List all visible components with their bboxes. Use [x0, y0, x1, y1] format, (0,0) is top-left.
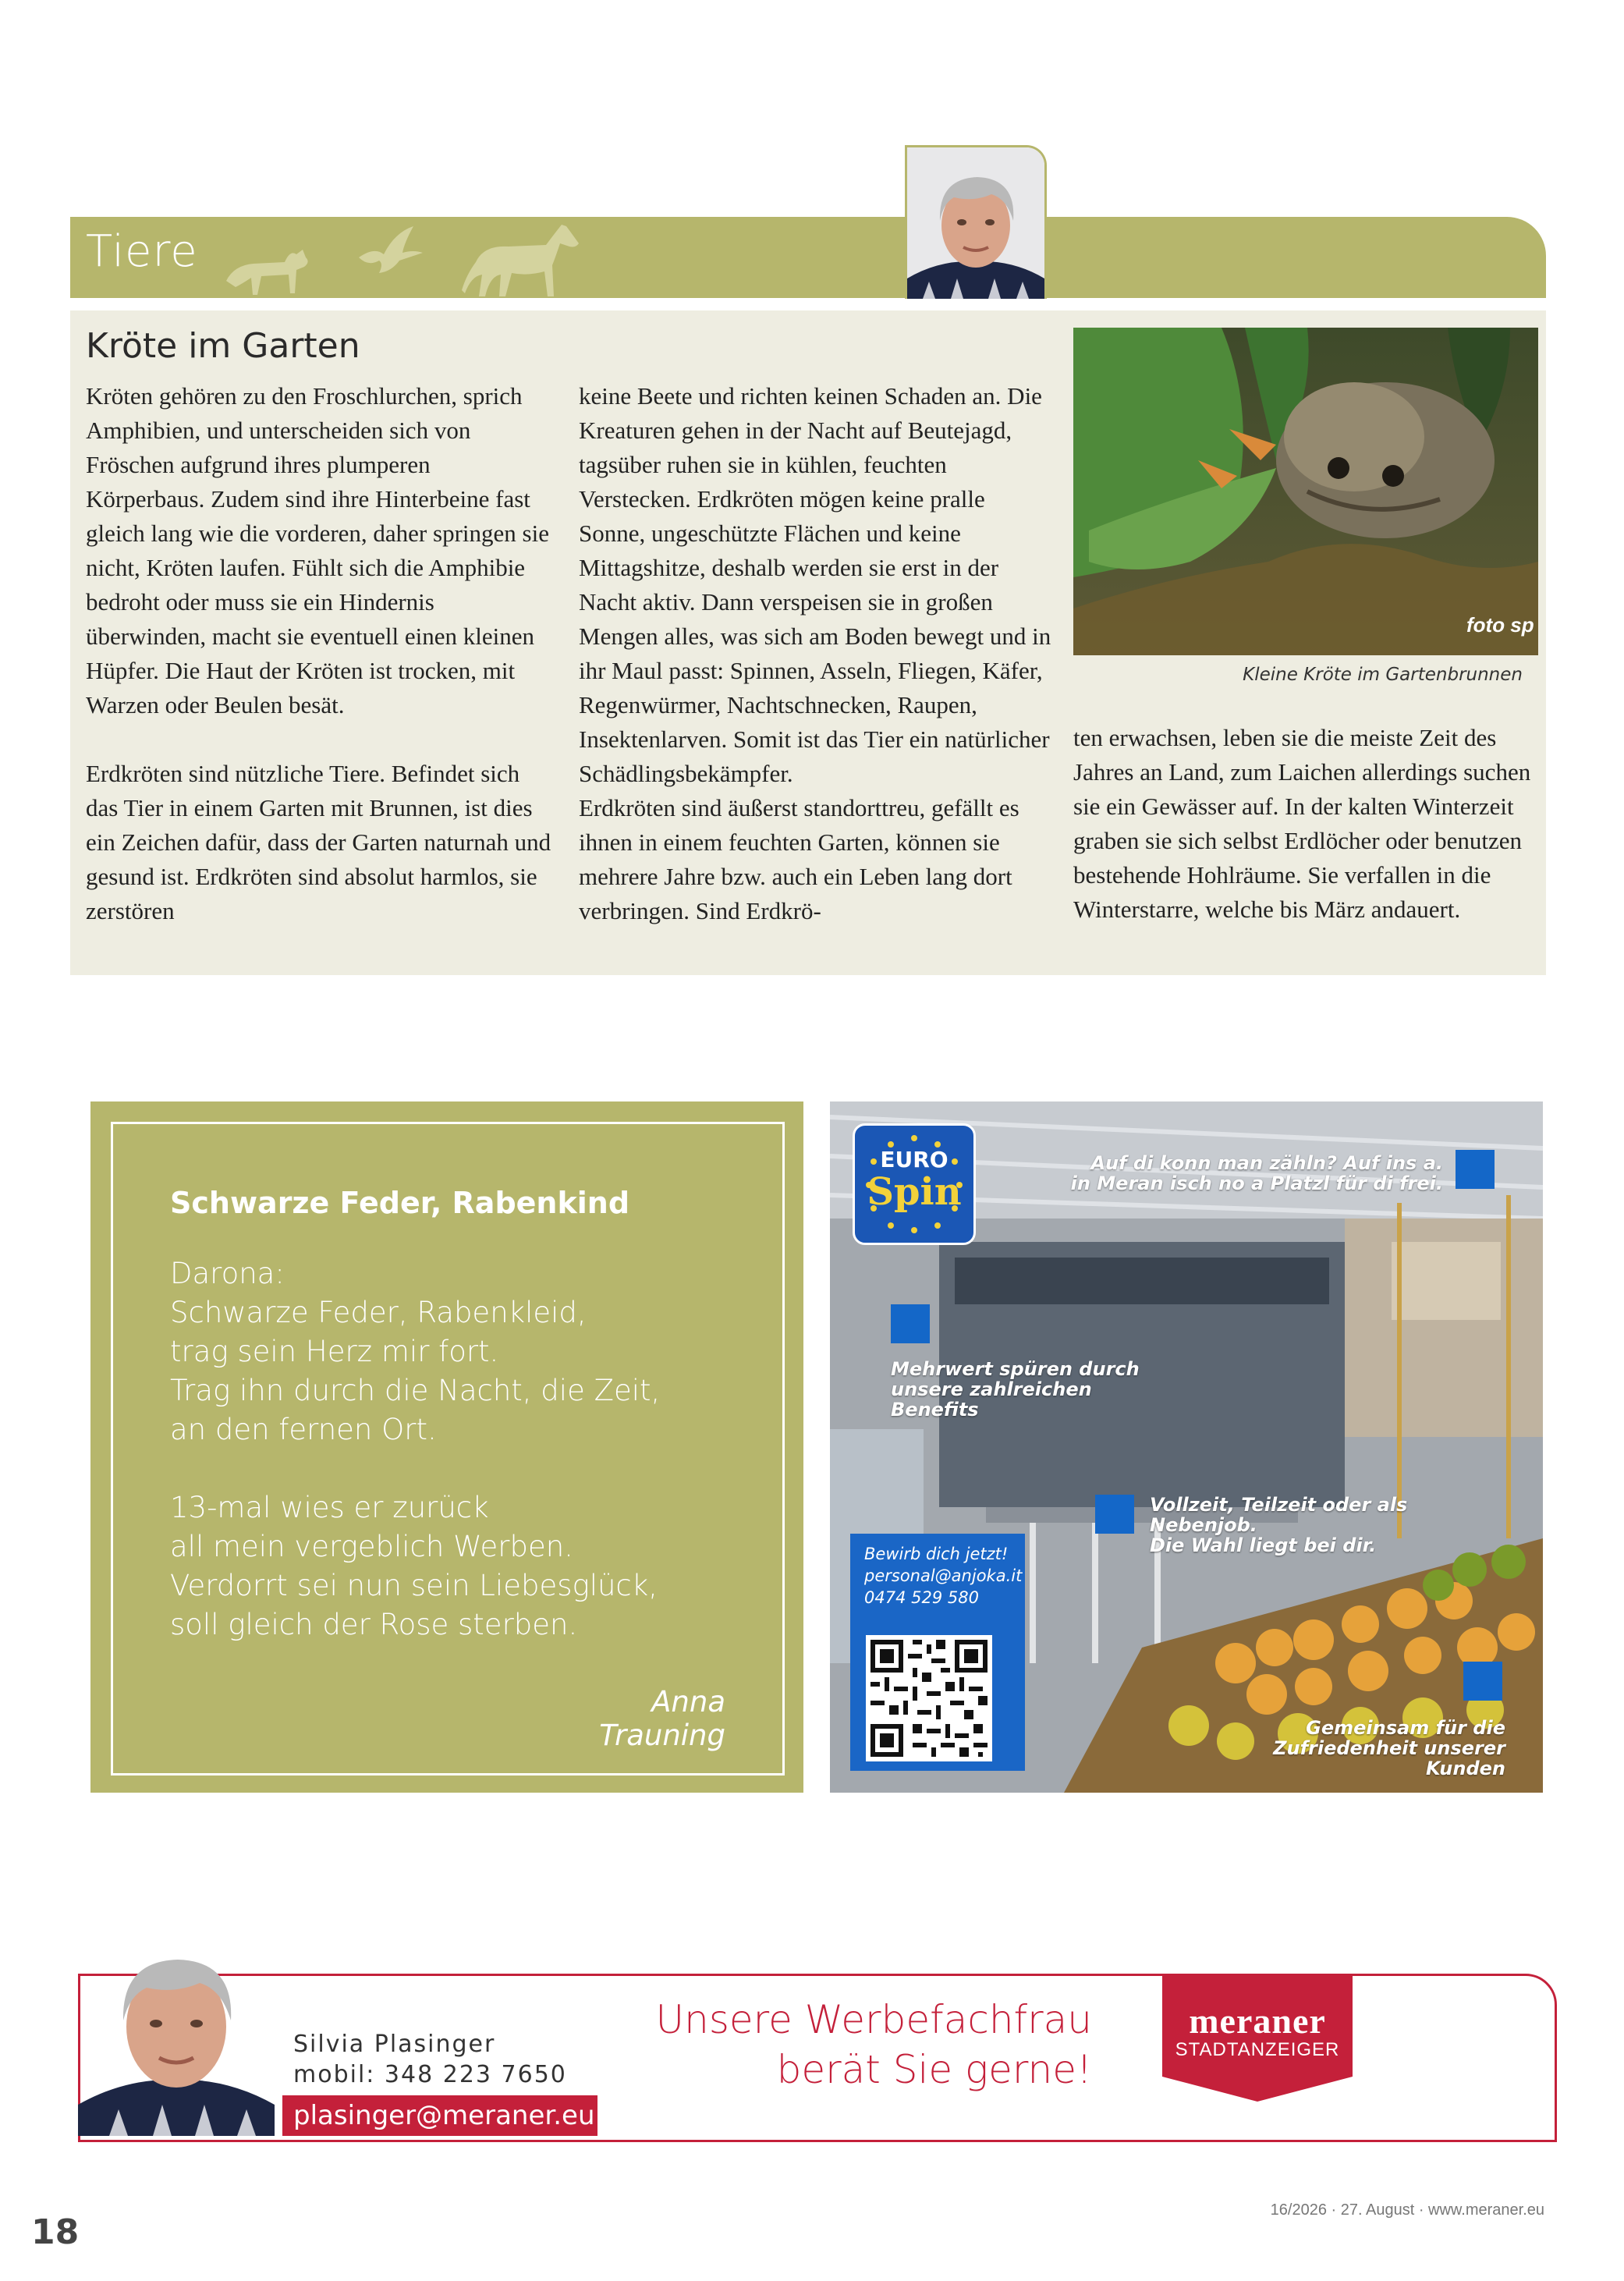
qr-code-icon[interactable] [866, 1635, 992, 1761]
ad-claim-3 [1150, 1495, 1516, 1556]
author-photo [905, 145, 1047, 299]
contact-slogan-line-1: Unsere Werbefachfrau [655, 1997, 1092, 2042]
ad-square-icon [1456, 1150, 1495, 1189]
article-paragraph: keine Beete und richten keinen Schaden an. Die Kreaturen gehen in der Nacht auf Beutejagd, tagsüber ruhen sie in kühlen, feuchten Verstecken. Erdkröten mögen keine pralle Sonne, ungeschützte Flächen und keine Mittagshitze, deshalb werden sie erst in der Nacht aktiv. Dann verspeisen sie in großen Mengen alles, was sich am Boden bewegt und in ihr Maul passt: Spinnen, Asseln, Fliegen, Käfer, Regenwürmer, Nachtschnecken, Raupen, Insektenlarven. Somit ist das Tier ein natürlicher Schädlingsbekämpfer. [579, 382, 1051, 787]
section-title: Tiere [86, 226, 198, 277]
poem-author: Anna Trauning [599, 1685, 725, 1752]
ad-square-icon [1095, 1495, 1134, 1534]
brand-name: meraner [1189, 2001, 1326, 2041]
poem-line: Trag ihn durch die Nacht, die Zeit, [170, 1374, 661, 1407]
ad-claim-2 [891, 1359, 1156, 1420]
poem-line: Schwarze Feder, Rabenkleid, [170, 1296, 587, 1329]
article-headline: Kröte im Garten [86, 326, 360, 366]
apply-line: Bewirb dich jetzt! [864, 1545, 1009, 1563]
article-paragraph: Erdkröten sind äußerst standorttreu, gefällt es ihnen in einem feuchten Garten, können sie mehrere Jahre bzw. auch ein Leben lang dort verbringen. Sind Erdkrö- [579, 794, 1019, 924]
poem-stanza [170, 1488, 763, 1644]
apply-email[interactable]: personal@anjoka.it [864, 1566, 1023, 1585]
contact-phone[interactable]: mobil: 348 223 7650 [293, 2061, 567, 2088]
issue-info: 16/2026 · 27. August · www.meraner.eu [1270, 2201, 1544, 2219]
apply-contact [864, 1543, 1022, 1609]
article-column-1 [86, 379, 554, 928]
poem-line: trag sein Herz mir fort. [170, 1335, 499, 1368]
ad-claim-line: in Meran isch no a Platzl für di frei. [1070, 1172, 1443, 1194]
poem-stanza [170, 1254, 763, 1449]
poem-line: an den fernen Ort. [170, 1413, 437, 1446]
photo-caption: Kleine Kröte im Gartenbrunnen [1243, 665, 1523, 685]
poem-line: Verdorrt sei nun sein Liebesglück, [170, 1569, 658, 1602]
ad-claim-1 [1061, 1153, 1443, 1194]
contact-photo [78, 1917, 275, 2136]
article-column-2 [579, 379, 1055, 928]
ad-claim-line: Die Wahl liegt bei dir. [1150, 1534, 1377, 1556]
brand-subtitle: STADTANZEIGER [1175, 2039, 1340, 2060]
poem-text [170, 1254, 763, 1644]
contact-slogan-line-2: berät Sie gerne! [776, 2047, 1092, 2092]
photo-credit: foto sp [1466, 613, 1534, 637]
ad-claim-line: Zufriedenheit unserer Kunden [1273, 1737, 1505, 1779]
poem-line: all mein vergeblich Werben. [170, 1530, 573, 1563]
ad-claim-line: Auf di konn man zähln? Auf ins a. [1090, 1152, 1443, 1174]
eurospin-logo-top: EURO [880, 1147, 949, 1172]
eurospin-logo-bottom: Spin [867, 1170, 962, 1214]
toad-photo [1073, 328, 1538, 655]
article-column-3 [1073, 721, 1538, 927]
ad-claim-line: unsere zahlreichen Benefits [891, 1378, 1092, 1421]
page-number: 18 [31, 2212, 80, 2252]
ad-claim-line: Mehrwert spüren durch [891, 1358, 1140, 1380]
ad-claim-4 [1217, 1718, 1505, 1779]
article-paragraph: Erdkröten sind nützliche Tiere. Befindet sich das Tier in einem Garten mit Brunnen, ist dies ein Zeichen dafür, dass der Garten naturnah und gesund ist. Erdkröten sind absolut harmlos, sie zerstören [86, 760, 551, 924]
poem-line: soll gleich der Rose sterben. [170, 1608, 578, 1641]
ad-square-icon [1463, 1662, 1502, 1701]
animal-silhouettes-icon [218, 209, 593, 301]
ad-claim-line: Gemeinsam für die [1306, 1717, 1505, 1739]
article-paragraph: Kröten gehören zu den Froschlurchen, sprich Amphibien, und unterscheiden sich von Fröschen aufgrund ihres plumperen Körperbaus. Zudem sind ihre Hinterbeine fast gleich lang wie die vorderen, daher springen sie nicht, Kröten laufen. Fühlt sich die Amphibie bedroht oder muss sie ein Hindernis überwinden, macht sie eventuell einen kleinen Hüpfer. Die Haut der Kröten ist trocken, mit Warzen oder Beulen besät. [86, 382, 549, 718]
apply-phone[interactable]: 0474 529 580 [864, 1588, 979, 1607]
contact-name: Silvia Plasinger [293, 2031, 496, 2058]
ad-claim-line: Vollzeit, Teilzeit oder als Nebenjob. [1150, 1494, 1408, 1536]
article-paragraph: ten erwachsen, leben sie die meiste Zeit des Jahres an Land, zum Laichen allerdings suchen sie ein Gewässer auf. In der kalten Winterzeit graben sie sich selbst Erdlöcher oder benutzen bestehende Hohlräume. Sie verfallen in die Winterstarre, welche bis März andauert. [1073, 724, 1531, 923]
poem-line: Darona: [170, 1257, 285, 1290]
ad-square-icon [891, 1304, 930, 1343]
contact-email[interactable]: plasinger@meraner.eu [282, 2095, 597, 2136]
poem-line: 13-mal wies er zurück [170, 1491, 489, 1524]
poem-title: Schwarze Feder, Rabenkind [170, 1186, 630, 1220]
